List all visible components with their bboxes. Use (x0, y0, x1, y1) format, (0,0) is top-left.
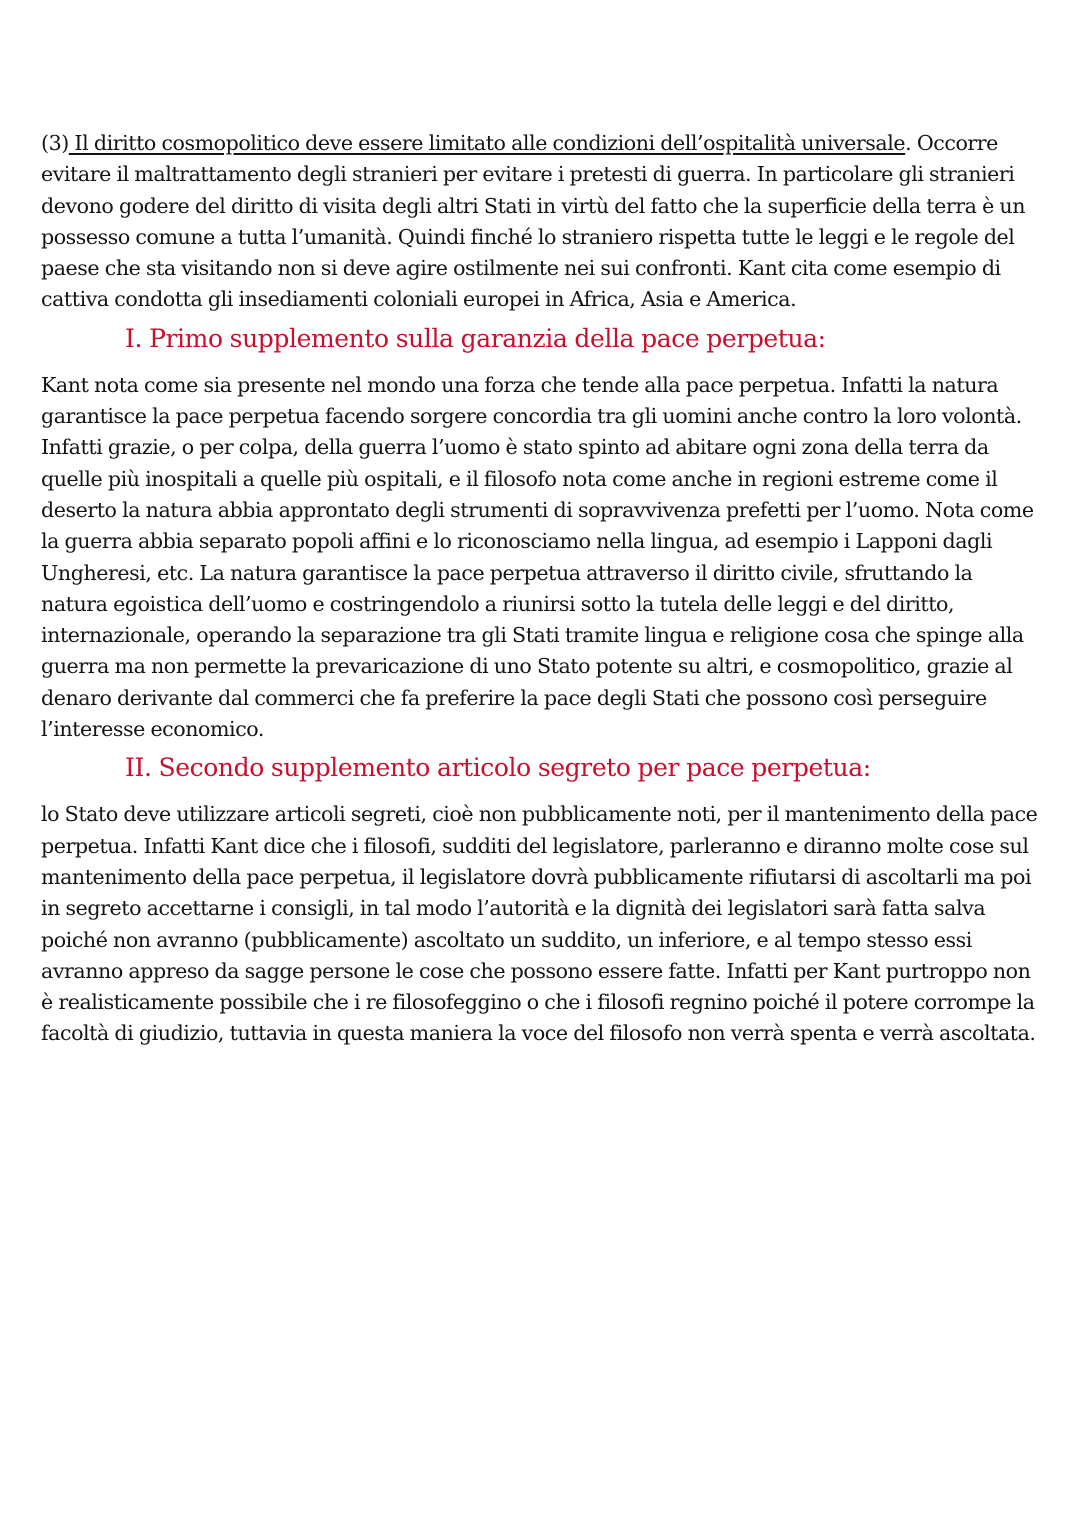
statement-period: . (905, 131, 912, 155)
article-statement: Il diritto cosmopolitico deve essere limitato alle condizioni dell’ospitalità universale (68, 131, 906, 155)
document-page (41, 128, 1041, 1050)
paragraph-second-supplement: lo Stato deve utilizzare articoli segreti, cioè non pubblicamente noti, per il mantenimento della pace perpetua. Infatti Kant dice che i filosofi, sudditi del legislatore, parleranno e diranno molte cose sul mantenimento della pace perpetua, il legislatore dovrà pubblicamente rifiutarsi di ascoltarli ma poi in segreto accettarne i consigli, in tal modo l’autorità e la dignità dei legislatori sarà fatta salva poiché non avranno (pubblicamente) ascoltato un suddito, un inferiore, e al tempo stesso essi avranno appreso da sagge persone le cose che possono essere fatte. Infatti per Kant purtroppo non è realisticamente possibile che i re filosofeggino o che i filosofi regnino poiché il potere corrompe la facoltà di giudizio, tuttavia in questa maniera la voce del filosofo non verrà spenta e verrà ascoltata. (41, 802, 1038, 1046)
paragraph-cosmopolitan-right (41, 128, 1041, 316)
paragraph-first-supplement: Kant nota come sia presente nel mondo una forza che tende alla pace perpetua. Infatti la natura garantisce la pace perpetua facendo sorgere concordia tra gli uomini anche contro la loro volontà. Infatti grazie, o per colpa, della guerra l’uomo è stato spinto ad abitare ogni zona della terra da quelle più inospitali a quelle più ospitali, e il filosofo nota come anche in regioni estreme come il deserto la natura abbia approntato degli strumenti di sopravvivenza prefetti per l’uomo. Nota come la guerra abbia separato popoli affini e lo riconosciamo nella lingua, ad esempio i Lapponi dagli Ungheresi, etc. La natura garantisce la pace perpetua attraverso il diritto civile, sfruttando la natura egoistica dell’uomo e costringendolo a riunirsi sotto la tutela delle leggi e del diritto, internazionale, operando la separazione tra gli Stati tramite lingua e religione cosa che spinge alla guerra ma non permette la prevaricazione di uno Stato potente su altri, e cosmopolitico, grazie al denaro derivante dal commerci che fa preferire la pace degli Stati che possono così perseguire l’interesse economico. (41, 372, 1034, 742)
section-heading-first-supplement: I. Primo supplemento sulla garanzia della pace perpetua: (125, 323, 826, 353)
paragraph-text: Occorre evitare il maltrattamento degli stranieri per evitare i pretesti di guerra. In particolare gli stranieri devono godere del diritto di visita degli altri Stati in virtù del fatto che la superficie della terra è un possesso comune a tutta l’umanità. Quindi finché lo straniero rispetta tutte le leggi e le regole del paese che sta visitando non si deve agire ostilmente nei sui confronti. Kant cita come esempio di cattiva condotta gli insediamenti coloniali europei in Africa, Asia e America. (41, 131, 1026, 312)
section-heading-second-supplement: II. Secondo supplemento articolo segreto per pace perpetua: (125, 753, 871, 783)
article-number: (3) (41, 131, 69, 155)
